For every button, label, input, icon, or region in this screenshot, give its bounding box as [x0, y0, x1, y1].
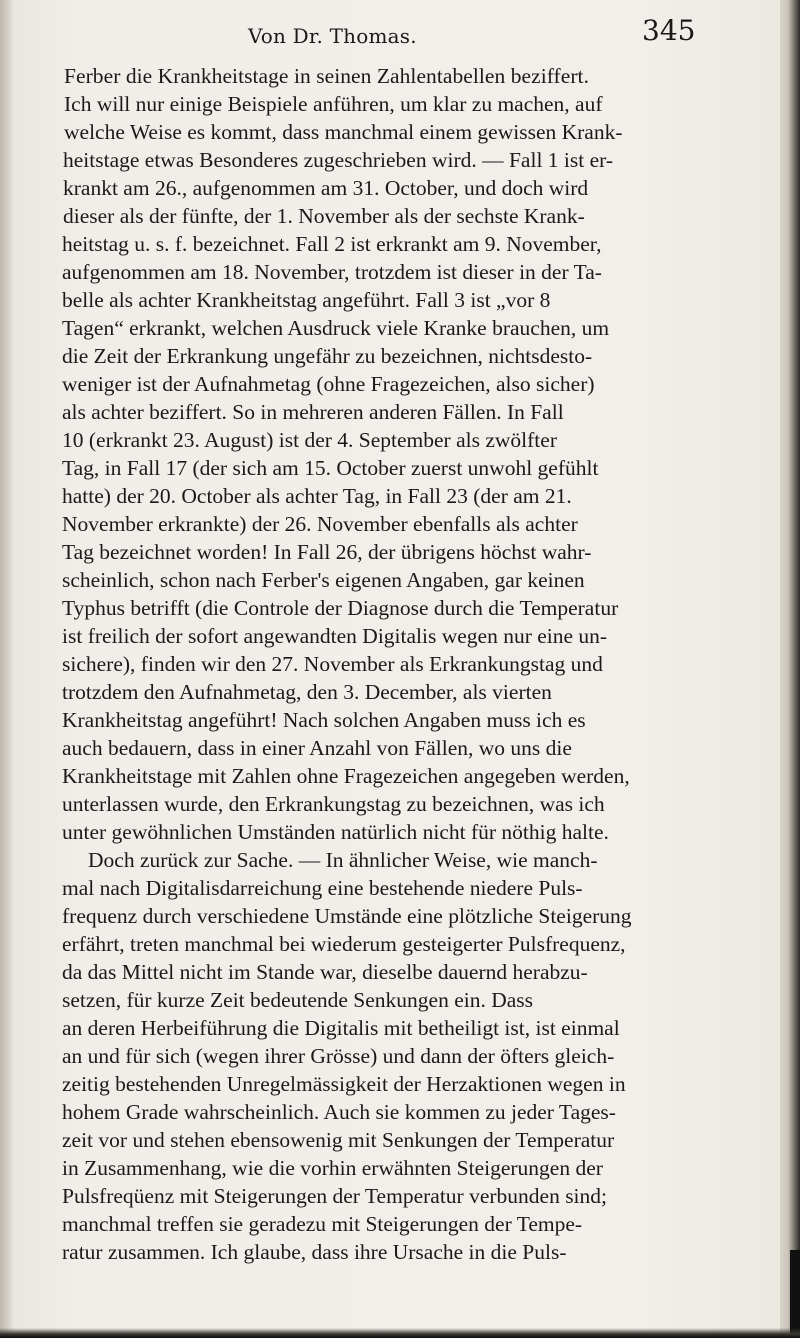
text-line: Krankheitstage mit Zahlen ohne Fragezeichen angegeben werden, — [62, 764, 630, 788]
book-edge-shadow — [790, 1250, 800, 1338]
text-line: Tag, in Fall 17 (der sich am 15. October zuerst unwohl gefühlt — [62, 456, 599, 480]
text-line: sichere), finden wir den 27. November als Erkrankungstag und — [62, 652, 603, 676]
book-edge-bottom — [0, 1328, 800, 1338]
text-line: mal nach Digitalisdarreichung eine bestehende niedere Puls- — [62, 876, 583, 900]
text-line: scheinlich, schon nach Ferber's eigenen Angaben, gar keinen — [62, 568, 585, 592]
page-gutter-shadow — [0, 0, 14, 1338]
text-line: ist freilich der sofort angewandten Digitalis wegen nur eine un- — [62, 624, 608, 648]
text-line: zeitig bestehenden Unregelmässigkeit der Herzaktionen wegen in — [62, 1072, 626, 1096]
text-line: zeit vor und stehen ebensowenig mit Senkungen der Temperatur — [62, 1128, 615, 1152]
text-line: unter gewöhnlichen Umständen natürlich nicht für nöthig halte. — [62, 820, 609, 844]
text-line: aufgenommen am 18. November, trotzdem ist dieser in der Ta- — [62, 260, 602, 284]
text-line: Krankheitstag angeführt! Nach solchen Angaben muss ich es — [62, 708, 586, 732]
page-header — [0, 8, 760, 56]
text-line: heitstag u. s. f. bezeichnet. Fall 2 ist erkrankt am 9. November, — [62, 232, 602, 256]
text-line: dieser als der fünfte, der 1. November als der sechste Krank- — [63, 204, 585, 228]
text-line: setzen, für kurze Zeit bedeutende Senkungen ein. Dass — [62, 988, 534, 1012]
text-line: ratur zusammen. Ich glaube, dass ihre Ursache in die Puls- — [62, 1240, 567, 1264]
text-line: auch bedauern, dass in einer Anzahl von Fällen, wo uns die — [62, 736, 572, 760]
page-number: 345 — [642, 14, 696, 47]
text-line: in Zusammenhang, wie die vorhin erwähnten Steigerungen der — [62, 1156, 603, 1180]
text-line: die Zeit der Erkrankung ungefähr zu bezeichnen, nichtsdesto- — [62, 344, 593, 368]
text-line: frequenz durch verschiedene Umstände eine plötzliche Steigerung — [62, 904, 632, 928]
text-line: manchmal treffen sie geradezu mit Steigerungen der Tempe- — [62, 1212, 583, 1236]
text-line: an deren Herbeiführung die Digitalis mit betheiligt ist, ist einmal — [62, 1016, 620, 1040]
text-line: heitstage etwas Besonderes zugeschrieben wird. — Fall 1 ist er- — [63, 148, 614, 172]
text-line: krankt am 26., aufgenommen am 31. October, und doch wird — [63, 176, 589, 200]
text-line: Doch zurück zur Sache. — In ähnlicher Weise, wie manch- — [88, 848, 598, 872]
text-line: Pulsfreqüenz mit Steigerungen der Temperatur verbunden sind; — [62, 1184, 608, 1208]
running-head: Von Dr. Thomas. — [248, 24, 417, 48]
text-line: trotzdem den Aufnahmetag, den 3. December, als vierten — [62, 680, 552, 704]
book-edge-right — [780, 0, 800, 1338]
text-line: Tag bezeichnet worden! In Fall 26, der übrigens höchst wahr- — [62, 540, 592, 564]
text-line: Typhus betrifft (die Controle der Diagnose durch die Temperatur — [62, 596, 619, 620]
text-line: Ferber die Krankheitstage in seinen Zahlentabellen beziffert. — [64, 64, 590, 88]
text-line: welche Weise es kommt, dass manchmal einem gewissen Krank- — [64, 120, 623, 144]
text-line: als achter beziffert. So in mehreren anderen Fällen. In Fall — [62, 400, 564, 424]
text-line: belle als achter Krankheitstag angeführt. Fall 3 ist „vor 8 — [62, 288, 551, 312]
text-line: November erkrankte) der 26. November ebenfalls als achter — [62, 512, 578, 536]
text-line: da das Mittel nicht im Stande war, dieselbe dauernd herabzu- — [62, 960, 588, 984]
text-line: Tagen“ erkrankt, welchen Ausdruck viele Kranke brauchen, um — [62, 316, 610, 340]
text-line: an und für sich (wegen ihrer Grösse) und dann der öfters gleich- — [62, 1044, 615, 1068]
text-line: hohem Grade wahrscheinlich. Auch sie kommen zu jeder Tages- — [62, 1100, 616, 1124]
text-line: Ich will nur einige Beispiele anführen, um klar zu machen, auf — [64, 92, 603, 116]
text-line: erfährt, treten manchmal bei wiederum gesteigerter Pulsfrequenz, — [62, 932, 626, 956]
text-line: 10 (erkrankt 23. August) ist der 4. September als zwölfter — [62, 428, 557, 452]
text-line: weniger ist der Aufnahmetag (ohne Fragezeichen, also sicher) — [62, 372, 595, 396]
text-line: unterlassen wurde, den Erkrankungstag zu bezeichnen, was ich — [62, 792, 605, 816]
text-line: hatte) der 20. October als achter Tag, in Fall 23 (der am 21. — [62, 484, 572, 508]
